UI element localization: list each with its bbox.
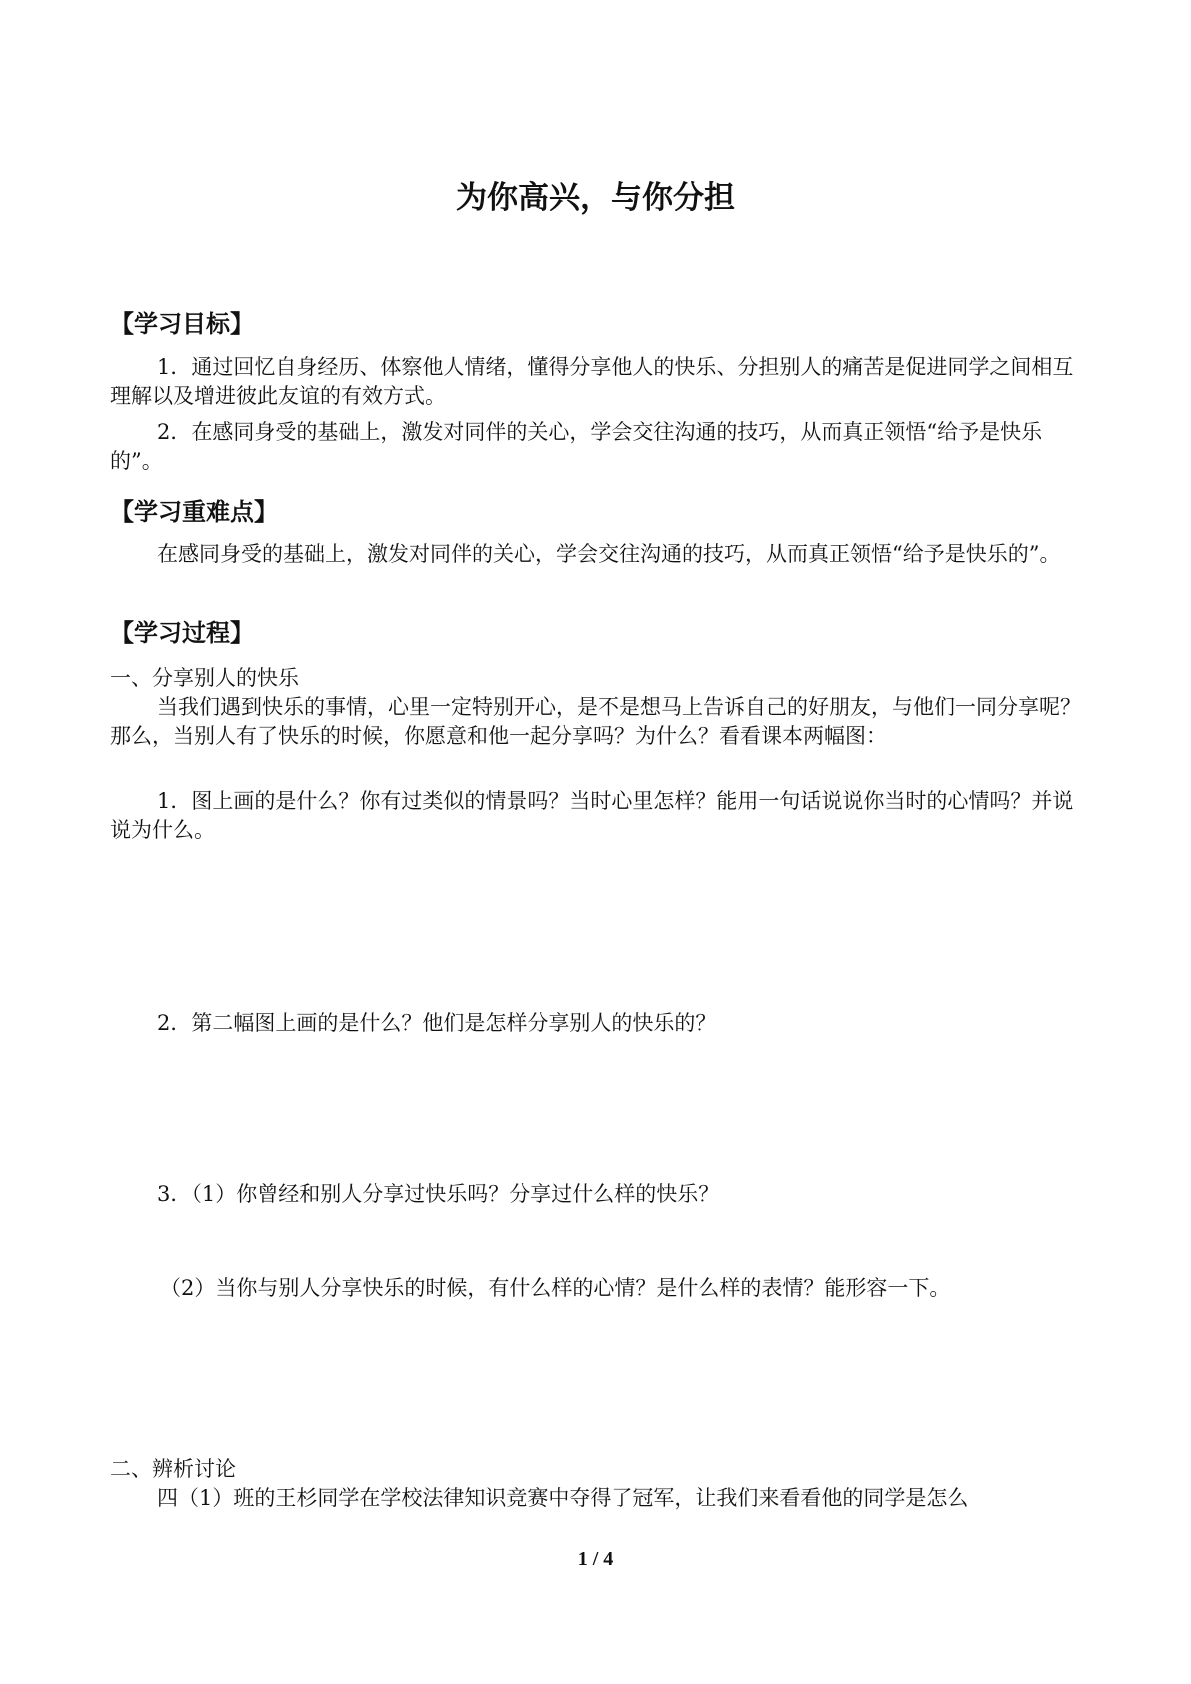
goal-item-1: 1．通过回忆自身经历、体察他人情绪，懂得分享他人的快乐、分担别人的痛苦是促进同学之间相互理解以及增进彼此友谊的有效方式。 bbox=[110, 355, 1074, 408]
page-number: 1 / 4 bbox=[577, 1548, 614, 1570]
section-heading-process: 【学习过程】 bbox=[110, 619, 254, 647]
part1-question-3-1: 3．（1）你曾经和别人分享过快乐吗？分享过什么样的快乐？ bbox=[157, 1182, 720, 1206]
part1-question-3-2: （2）当你与别人分享快乐的时候，有什么样的心情？是什么样的表情？能形容一下。 bbox=[160, 1276, 951, 1300]
part1-question-1: 1．图上画的是什么？你有过类似的情景吗？当时心里怎样？能用一句话说说你当时的心情吗？并说说为什么。 bbox=[110, 789, 1074, 842]
section-heading-goals: 【学习目标】 bbox=[110, 310, 254, 338]
part1-intro: 当我们遇到快乐的事情，心里一定特别开心，是不是想马上告诉自己的好朋友，与他们一同分享呢？那么，当别人有了快乐的时候，你愿意和他一起分享吗？为什么？看看课本两幅图： bbox=[110, 695, 1081, 748]
section-heading-key-points: 【学习重难点】 bbox=[110, 498, 278, 526]
goal-item-2: 2．在感同身受的基础上，激发对同伴的关心，学会交往沟通的技巧，从而真正领悟“给予是快乐的”。 bbox=[110, 420, 1043, 473]
part1-heading: 一、分享别人的快乐 bbox=[110, 666, 299, 690]
key-points-text: 在感同身受的基础上，激发对同伴的关心，学会交往沟通的技巧，从而真正领悟“给予是快乐的”。 bbox=[157, 542, 1061, 566]
part1-question-2: 2．第二幅图上画的是什么？他们是怎样分享别人的快乐的？ bbox=[157, 1011, 717, 1035]
document-title: 为你高兴，与你分担 bbox=[456, 180, 735, 216]
part2-heading: 二、辨析讨论 bbox=[110, 1457, 236, 1481]
part2-text: 四（1）班的王杉同学在学校法律知识竞赛中夺得了冠军，让我们来看看他的同学是怎么 bbox=[157, 1486, 969, 1510]
